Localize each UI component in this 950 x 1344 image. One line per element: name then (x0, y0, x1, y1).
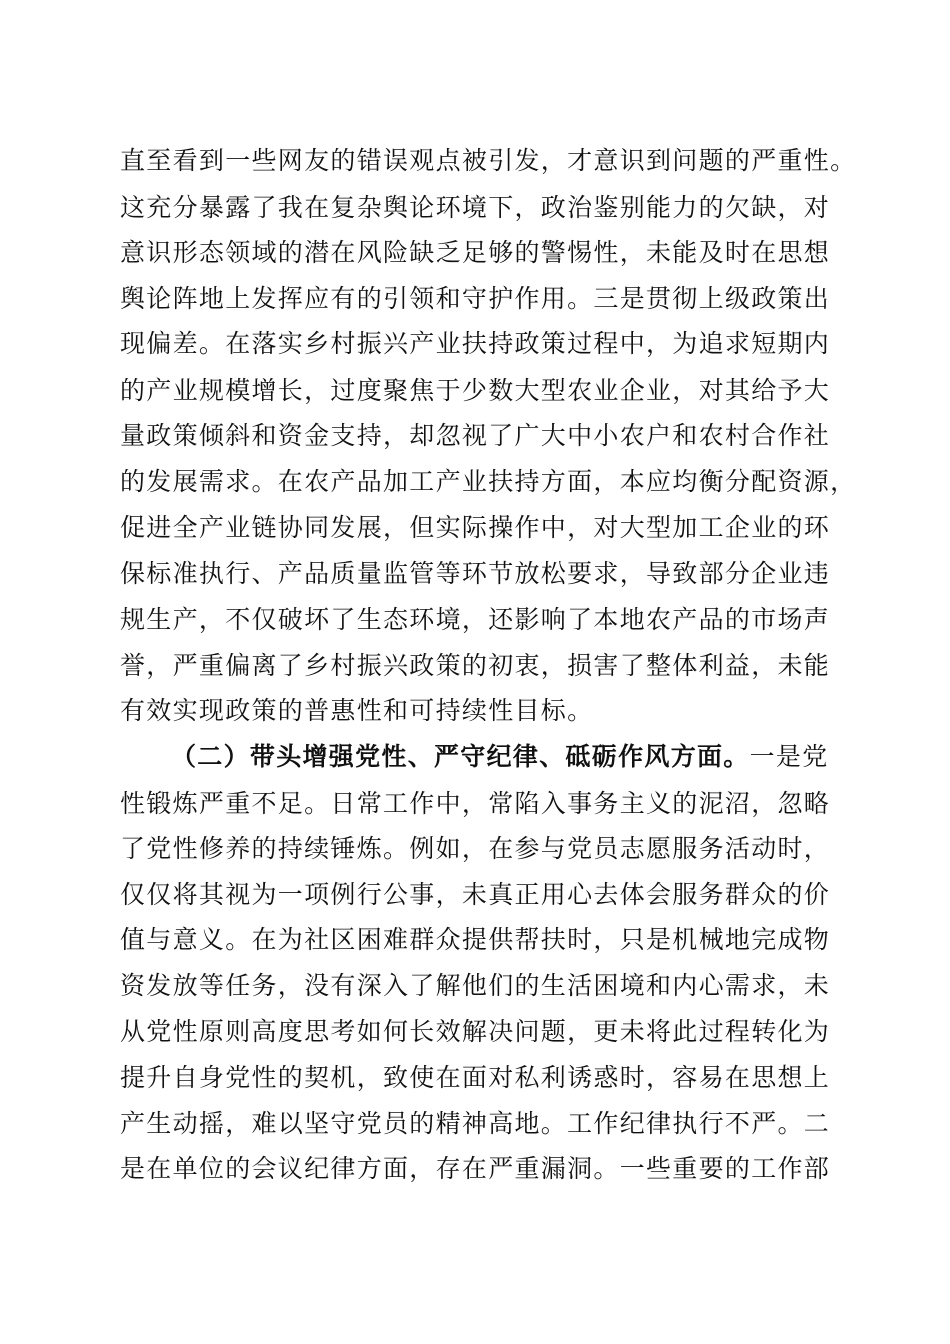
body-line: 保标准执行、产品质量监管等环节放松要求，导致部分企业违 (120, 559, 831, 588)
body-line: 促进全产业链协同发展，但实际操作中，对大型加工企业的环 (120, 513, 831, 542)
body-line: 值与意义。在为社区困难群众提供帮扶时，只是机械地完成物 (120, 925, 831, 954)
body-line: 有效实现政策的普惠性和可持续性目标。 (120, 696, 594, 725)
body-line: 量政策倾斜和资金支持，却忽视了广大中小农户和农村合作社 (120, 421, 831, 450)
section-heading: （二）带头增强党性、严守纪律、砥砺作风方面。 (171, 742, 750, 771)
body-line: 的产业规模增长，过度聚焦于少数大型农业企业，对其给予大 (120, 376, 831, 405)
body-line: 资发放等任务，没有深入了解他们的生活困境和内心需求，未 (120, 971, 831, 1000)
body-line: 舆论阵地上发挥应有的引领和守护作用。三是贯彻上级政策出 (120, 284, 831, 313)
body-line: 从党性原则高度思考如何长效解决问题，更未将此过程转化为 (120, 1017, 831, 1046)
body-line: 现偏差。在落实乡村振兴产业扶持政策过程中，为追求短期内 (120, 329, 831, 358)
body-line: 意识形态领域的潜在风险缺乏足够的警惕性，未能及时在思想 (120, 238, 831, 267)
section2-first-line (171, 735, 832, 779)
body-line: 提升自身党性的契机，致使在面对私利诱惑时，容易在思想上 (120, 1063, 831, 1092)
body-line: 直至看到一些网友的错误观点被引发，才意识到问题的严重性。 (120, 146, 857, 175)
body-line: 是在单位的会议纪律方面，存在严重漏洞。一些重要的工作部 (120, 1154, 831, 1183)
body-line: 产生动摇，难以坚守党员的精神高地。工作纪律执行不严。二 (120, 1109, 831, 1138)
body-line: 仅仅将其视为一项例行公事，未真正用心去体会服务群众的价 (120, 880, 831, 909)
body-line: 这充分暴露了我在复杂舆论环境下，政治鉴别能力的欠缺，对 (120, 193, 831, 222)
body-line: 的发展需求。在农产品加工产业扶持方面，本应均衡分配资源， (120, 467, 857, 496)
body-line: 规生产，不仅破坏了生态环境，还影响了本地农产品的市场声 (120, 605, 831, 634)
body-line: 誉，严重偏离了乡村振兴政策的初衷，损害了整体利益，未能 (120, 651, 831, 680)
body-line: 性锻炼严重不足。日常工作中，常陷入事务主义的泥沼，忽略 (120, 789, 831, 818)
section-text: 一是党 (749, 742, 829, 771)
body-line: 了党性修养的持续锤炼。例如，在参与党员志愿服务活动时， (120, 834, 831, 863)
